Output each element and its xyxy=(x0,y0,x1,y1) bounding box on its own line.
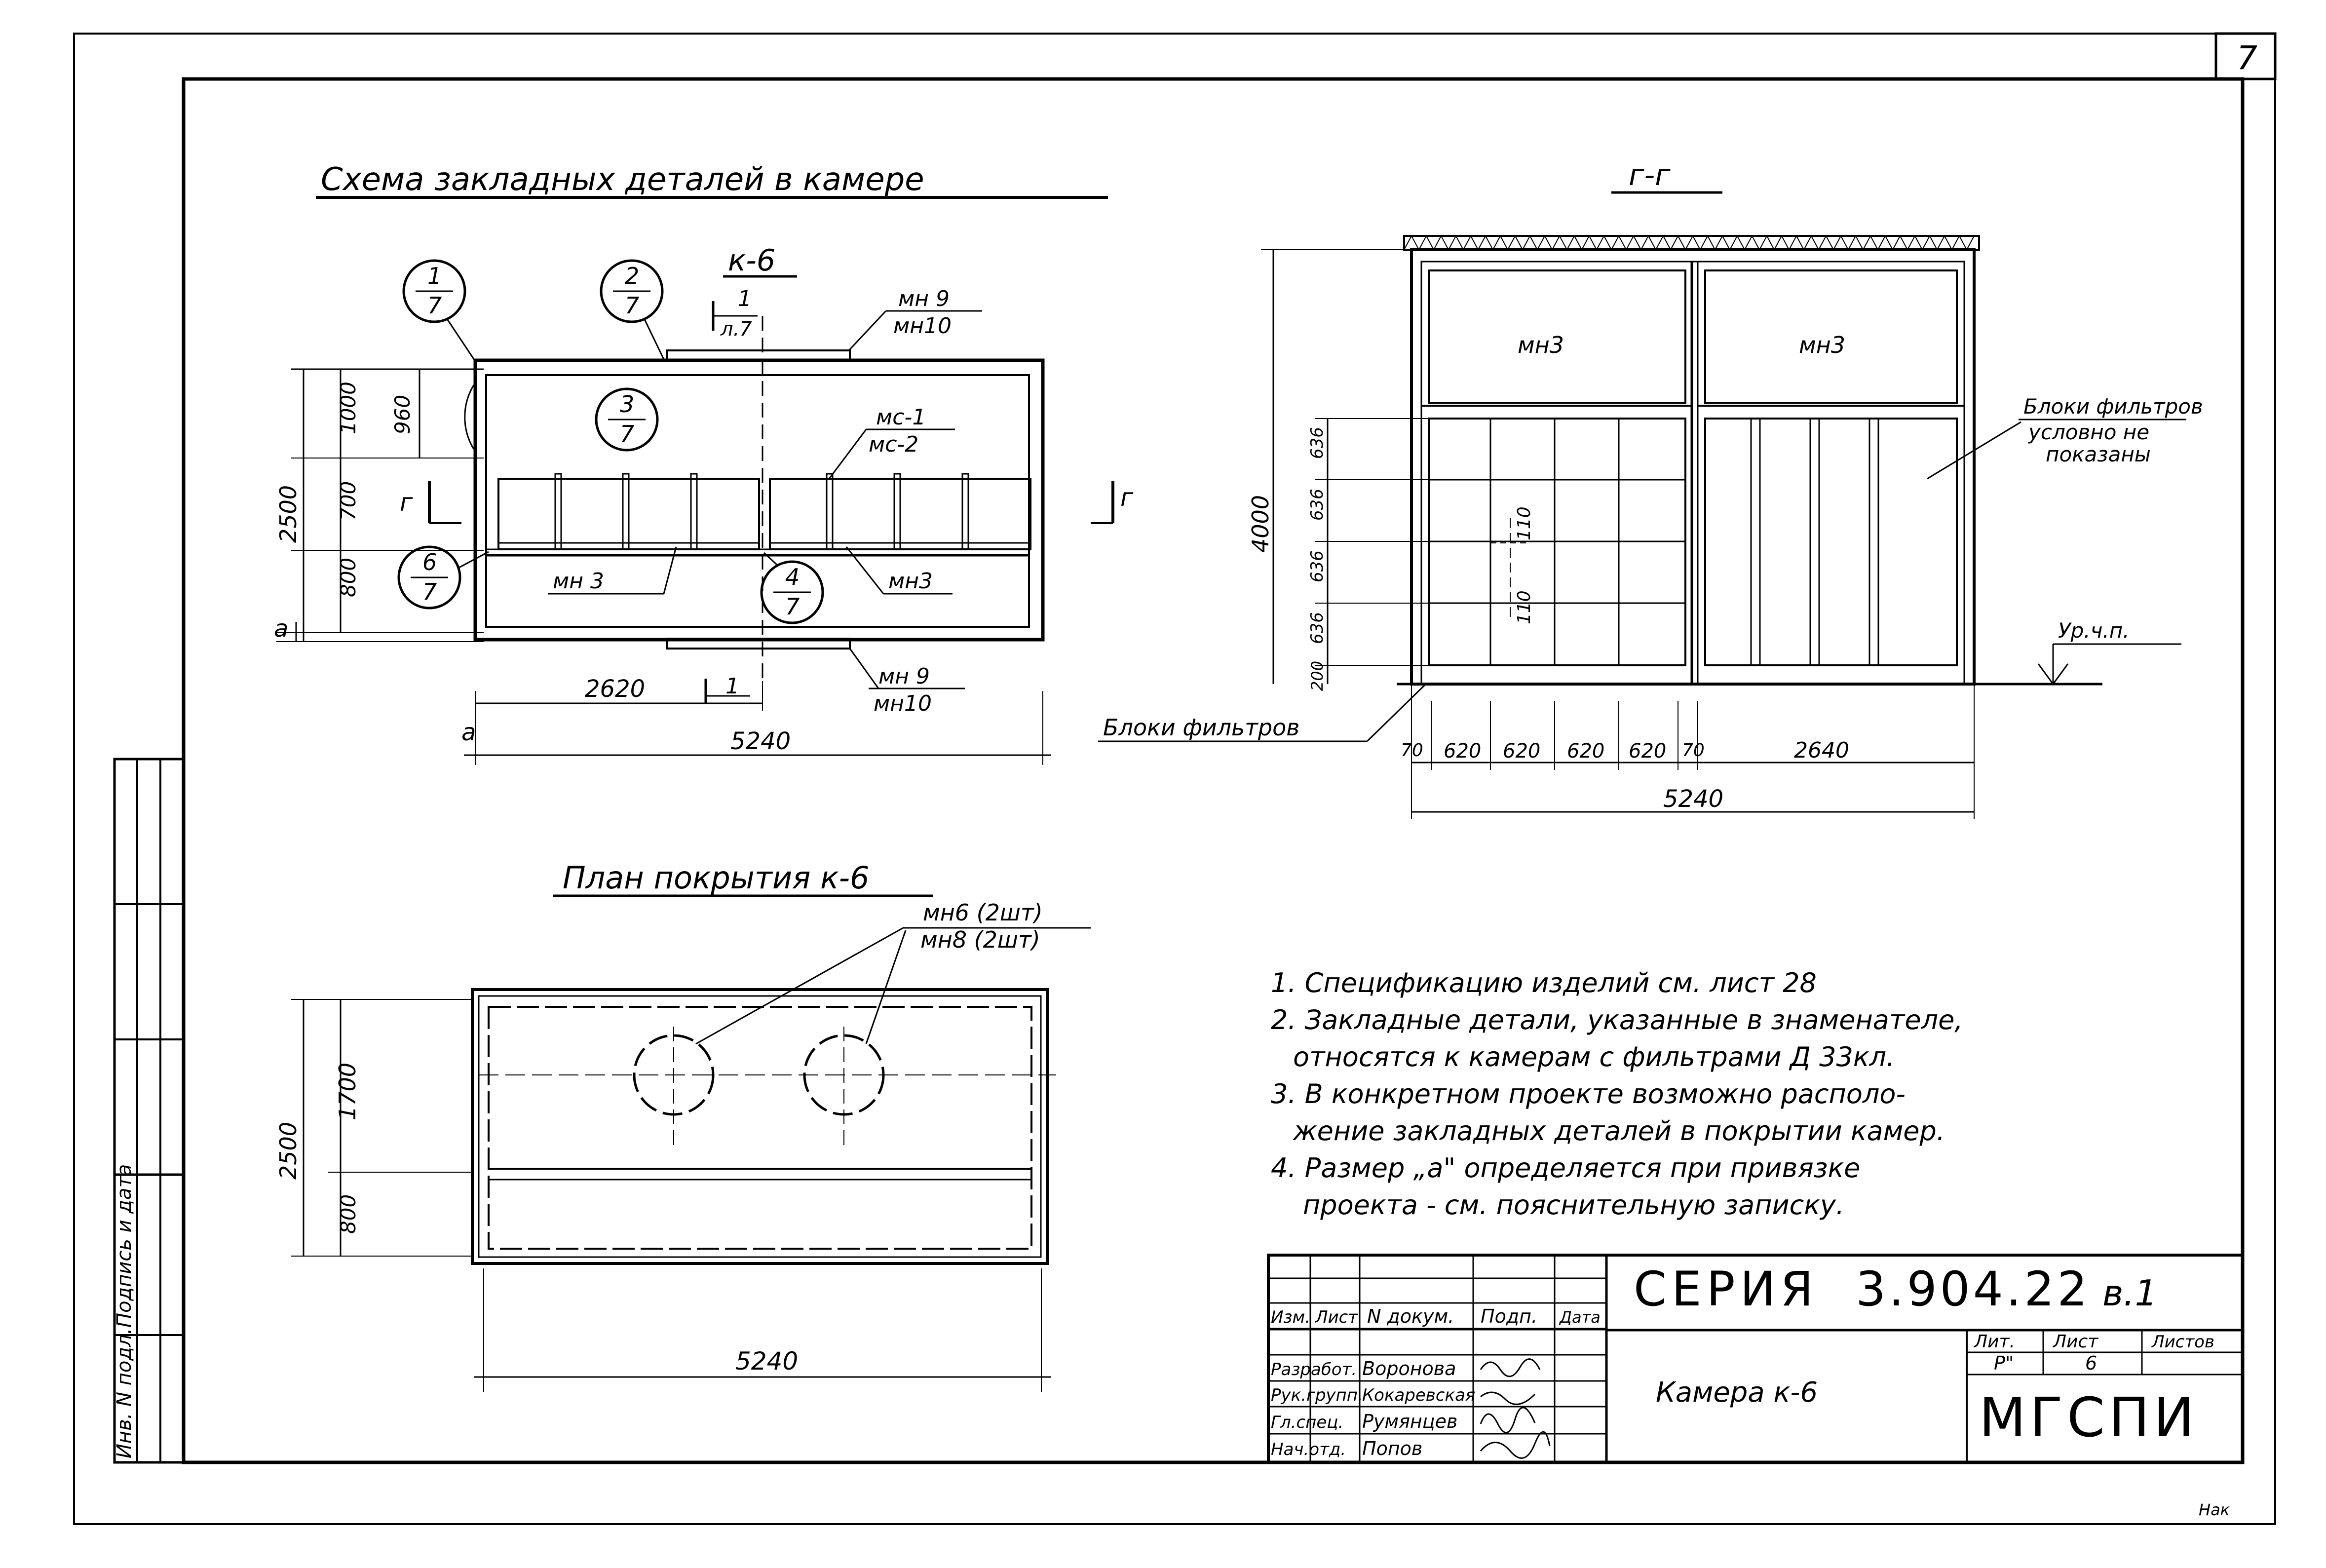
svg-text:мн3: мн3 xyxy=(1799,332,1846,358)
svg-text:Воронова: Воронова xyxy=(1362,1358,1456,1379)
svg-text:Попов: Попов xyxy=(1362,1438,1423,1459)
plan-title: План покрытия к-6 xyxy=(563,860,870,896)
svg-text:7: 7 xyxy=(427,292,442,319)
section-vertical-dims xyxy=(1247,250,1429,691)
svg-text:960: 960 xyxy=(390,394,415,434)
series-label: СЕРИЯ xyxy=(1634,1262,1819,1317)
svg-text:Рук.групп.: Рук.групп. xyxy=(1271,1385,1363,1405)
svg-text:Дата: Дата xyxy=(1560,1308,1601,1327)
svg-text:7: 7 xyxy=(785,593,800,620)
plan-view xyxy=(275,860,1091,1392)
svg-text:показаны: показаны xyxy=(2046,442,2151,466)
organization: МГСПИ xyxy=(1979,1386,2198,1449)
svg-text:Лист: Лист xyxy=(2053,1332,2098,1352)
svg-text:условно не: условно не xyxy=(2028,420,2150,444)
svg-text:Лит.: Лит. xyxy=(1974,1332,2015,1352)
signature-4 xyxy=(1481,1432,1550,1458)
svg-text:а: а xyxy=(274,615,289,643)
svg-text:мн8 (2шт): мн8 (2шт) xyxy=(920,926,1040,953)
section-title: г-г xyxy=(1629,158,1671,192)
svg-text:70: 70 xyxy=(1682,740,1705,761)
svg-text:а: а xyxy=(461,719,476,746)
svg-text:2640: 2640 xyxy=(1794,738,1849,763)
svg-text:N докум.: N докум. xyxy=(1367,1305,1454,1327)
rack-right xyxy=(770,474,1030,549)
note-4-cont: проекта - см. пояснительную записку. xyxy=(1303,1189,1845,1221)
scheme-view xyxy=(274,161,1134,765)
svg-text:110: 110 xyxy=(1514,590,1534,624)
rack-left xyxy=(498,474,759,549)
svg-text:1: 1 xyxy=(738,286,752,311)
svg-text:620: 620 xyxy=(1629,740,1667,763)
stamp-sign-label: Подпись и дата xyxy=(113,1164,136,1328)
general-notes xyxy=(1271,967,1963,1221)
svg-text:мн 9: мн 9 xyxy=(878,664,930,689)
section-horizontal-dims xyxy=(1401,684,1974,819)
svg-text:6: 6 xyxy=(422,549,437,575)
callout-3 xyxy=(596,389,657,450)
svg-text:620: 620 xyxy=(1503,740,1541,763)
svg-text:Блоки фильтров: Блоки фильтров xyxy=(1103,714,1300,741)
svg-text:мн3: мн3 xyxy=(888,569,933,594)
svg-text:Ур.ч.п.: Ур.ч.п. xyxy=(2058,618,2130,643)
signature-1 xyxy=(1481,1359,1540,1377)
corner-mark: Нак xyxy=(2199,1500,2230,1519)
svg-text:2500: 2500 xyxy=(275,485,302,543)
plan-dimensions xyxy=(275,999,1051,1392)
svg-text:70: 70 xyxy=(1401,740,1423,761)
series-code: 3.904.22 xyxy=(1856,1262,2091,1317)
svg-text:700: 700 xyxy=(336,481,360,521)
svg-text:5240: 5240 xyxy=(735,1347,799,1376)
svg-text:Изм.: Изм. xyxy=(1271,1307,1310,1327)
series-suffix: в.1 xyxy=(2102,1272,2158,1314)
svg-text:мн 9: мн 9 xyxy=(898,286,950,311)
svg-text:мн6 (2шт): мн6 (2шт) xyxy=(923,899,1043,926)
section-mark-left xyxy=(400,481,461,523)
svg-text:2500: 2500 xyxy=(275,1121,302,1180)
svg-text:2: 2 xyxy=(625,263,640,289)
svg-text:мс-2: мс-2 xyxy=(869,432,919,457)
svg-text:7: 7 xyxy=(422,578,437,605)
section-mark-top xyxy=(713,286,758,341)
svg-text:3: 3 xyxy=(620,391,635,418)
svg-text:1: 1 xyxy=(725,674,739,699)
note-4: 4. Размер „а" определяется при привязке xyxy=(1271,1152,1861,1184)
callout-4 xyxy=(762,553,823,623)
svg-text:4: 4 xyxy=(785,564,800,590)
svg-text:636: 636 xyxy=(1307,489,1327,521)
svg-text:4000: 4000 xyxy=(1247,495,1274,553)
svg-text:1: 1 xyxy=(427,263,442,289)
scheme-dimensions xyxy=(274,369,1051,765)
svg-text:5240: 5240 xyxy=(1663,785,1724,813)
scheme-title: Схема закладных деталей в камере xyxy=(321,161,924,198)
svg-text:мн10: мн10 xyxy=(874,691,932,716)
svg-text:2620: 2620 xyxy=(585,675,646,703)
svg-text:Подп.: Подп. xyxy=(1481,1305,1538,1327)
signature-3 xyxy=(1481,1408,1535,1433)
svg-text:мс-1: мс-1 xyxy=(876,405,926,430)
svg-text:5240: 5240 xyxy=(730,727,791,755)
svg-text:6: 6 xyxy=(2085,1352,2097,1374)
svg-text:800: 800 xyxy=(336,557,360,597)
svg-text:г: г xyxy=(400,488,413,517)
svg-text:Лист: Лист xyxy=(1315,1307,1358,1327)
note-3-cont: жение закладных деталей в покрытии камер. xyxy=(1293,1115,1945,1147)
section-view xyxy=(1098,158,2203,819)
svg-text:636: 636 xyxy=(1307,612,1327,644)
svg-text:1700: 1700 xyxy=(334,1062,361,1120)
drawing-name: Камера к-6 xyxy=(1656,1377,1818,1409)
svg-text:Кокаревская: Кокаревская xyxy=(1362,1385,1476,1405)
svg-text:1000: 1000 xyxy=(336,382,360,434)
svg-text:800: 800 xyxy=(336,1194,360,1234)
note-2: 2. Закладные детали, указанные в знаменателе, xyxy=(1271,1004,1963,1035)
stamp-inv-label: Инв. N подл. xyxy=(113,1328,136,1458)
svg-text:мн10: мн10 xyxy=(893,313,952,339)
svg-text:636: 636 xyxy=(1307,427,1327,459)
svg-text:620: 620 xyxy=(1444,740,1482,763)
note-3: 3. В конкретном проекте возможно располо- xyxy=(1271,1078,1906,1109)
svg-text:мн 3: мн 3 xyxy=(553,569,604,594)
section-mark-bottom xyxy=(706,674,750,703)
callout-1 xyxy=(404,261,476,363)
title-block xyxy=(1268,1255,2243,1462)
signature-2 xyxy=(1481,1392,1535,1404)
sheet-number: 7 xyxy=(2237,39,2257,77)
svg-text:7: 7 xyxy=(625,292,640,319)
svg-text:Блоки фильтров: Блоки фильтров xyxy=(2023,394,2203,419)
note-1: 1. Спецификацию изделий см. лист 28 xyxy=(1271,967,1817,998)
callout-2 xyxy=(601,261,664,359)
svg-text:636: 636 xyxy=(1307,550,1327,582)
note-2-cont: относятся к камерам с фильтрами Д 33кл. xyxy=(1293,1041,1895,1072)
svg-text:мн3: мн3 xyxy=(1518,332,1564,358)
svg-text:г: г xyxy=(1120,483,1134,512)
svg-text:Разработ.: Разработ. xyxy=(1271,1360,1357,1379)
svg-text:Гл.спец.: Гл.спец. xyxy=(1271,1413,1344,1432)
svg-text:Листов: Листов xyxy=(2152,1332,2215,1352)
scheme-subtitle: к-6 xyxy=(728,243,776,278)
svg-text:110: 110 xyxy=(1514,506,1534,540)
svg-text:7: 7 xyxy=(620,421,635,447)
section-mark-right xyxy=(1091,481,1134,523)
svg-text:Румянцев: Румянцев xyxy=(1362,1411,1458,1432)
svg-text:л.7: л.7 xyxy=(721,318,752,341)
svg-text:Нач.отд.: Нач.отд. xyxy=(1271,1440,1346,1459)
svg-text:200: 200 xyxy=(1308,660,1327,691)
svg-text:620: 620 xyxy=(1567,740,1605,763)
svg-text:Р": Р" xyxy=(1994,1352,2014,1374)
left-stamp xyxy=(113,759,184,1462)
